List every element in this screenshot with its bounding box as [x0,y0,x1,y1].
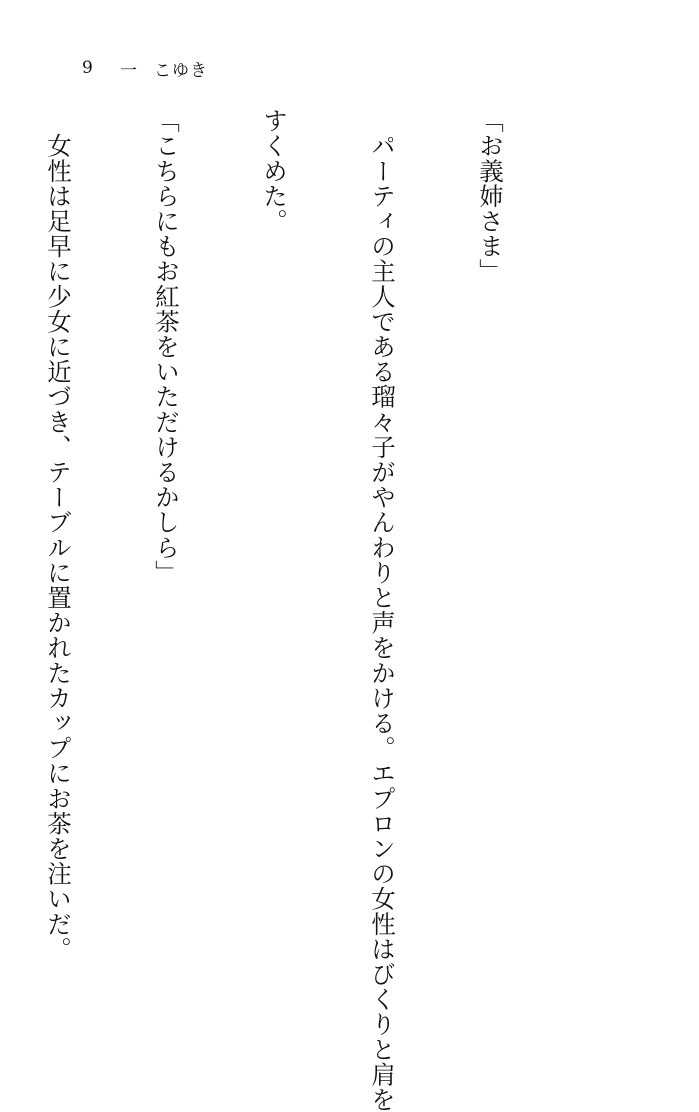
text-line: 女性は足早に少女に近づき、テーブルに置かれたカップにお茶を注いだ。 [44,108,73,962]
text-line: 「お義姉さま」 [476,108,505,284]
page-number: 9 [82,58,94,78]
text-line: 「こちらにもお紅茶をいただけるかしら」 [152,108,181,585]
chapter-title: こゆき [154,60,208,81]
text-line: すくめた。 [260,108,289,234]
header-separator: 一 [120,60,138,81]
running-head [82,56,208,80]
text-line: パーティの主人である瑠々子がやんわりと声をかける。エプロンの女性はびくりと肩を [368,108,397,1112]
body-text [0,108,580,1112]
